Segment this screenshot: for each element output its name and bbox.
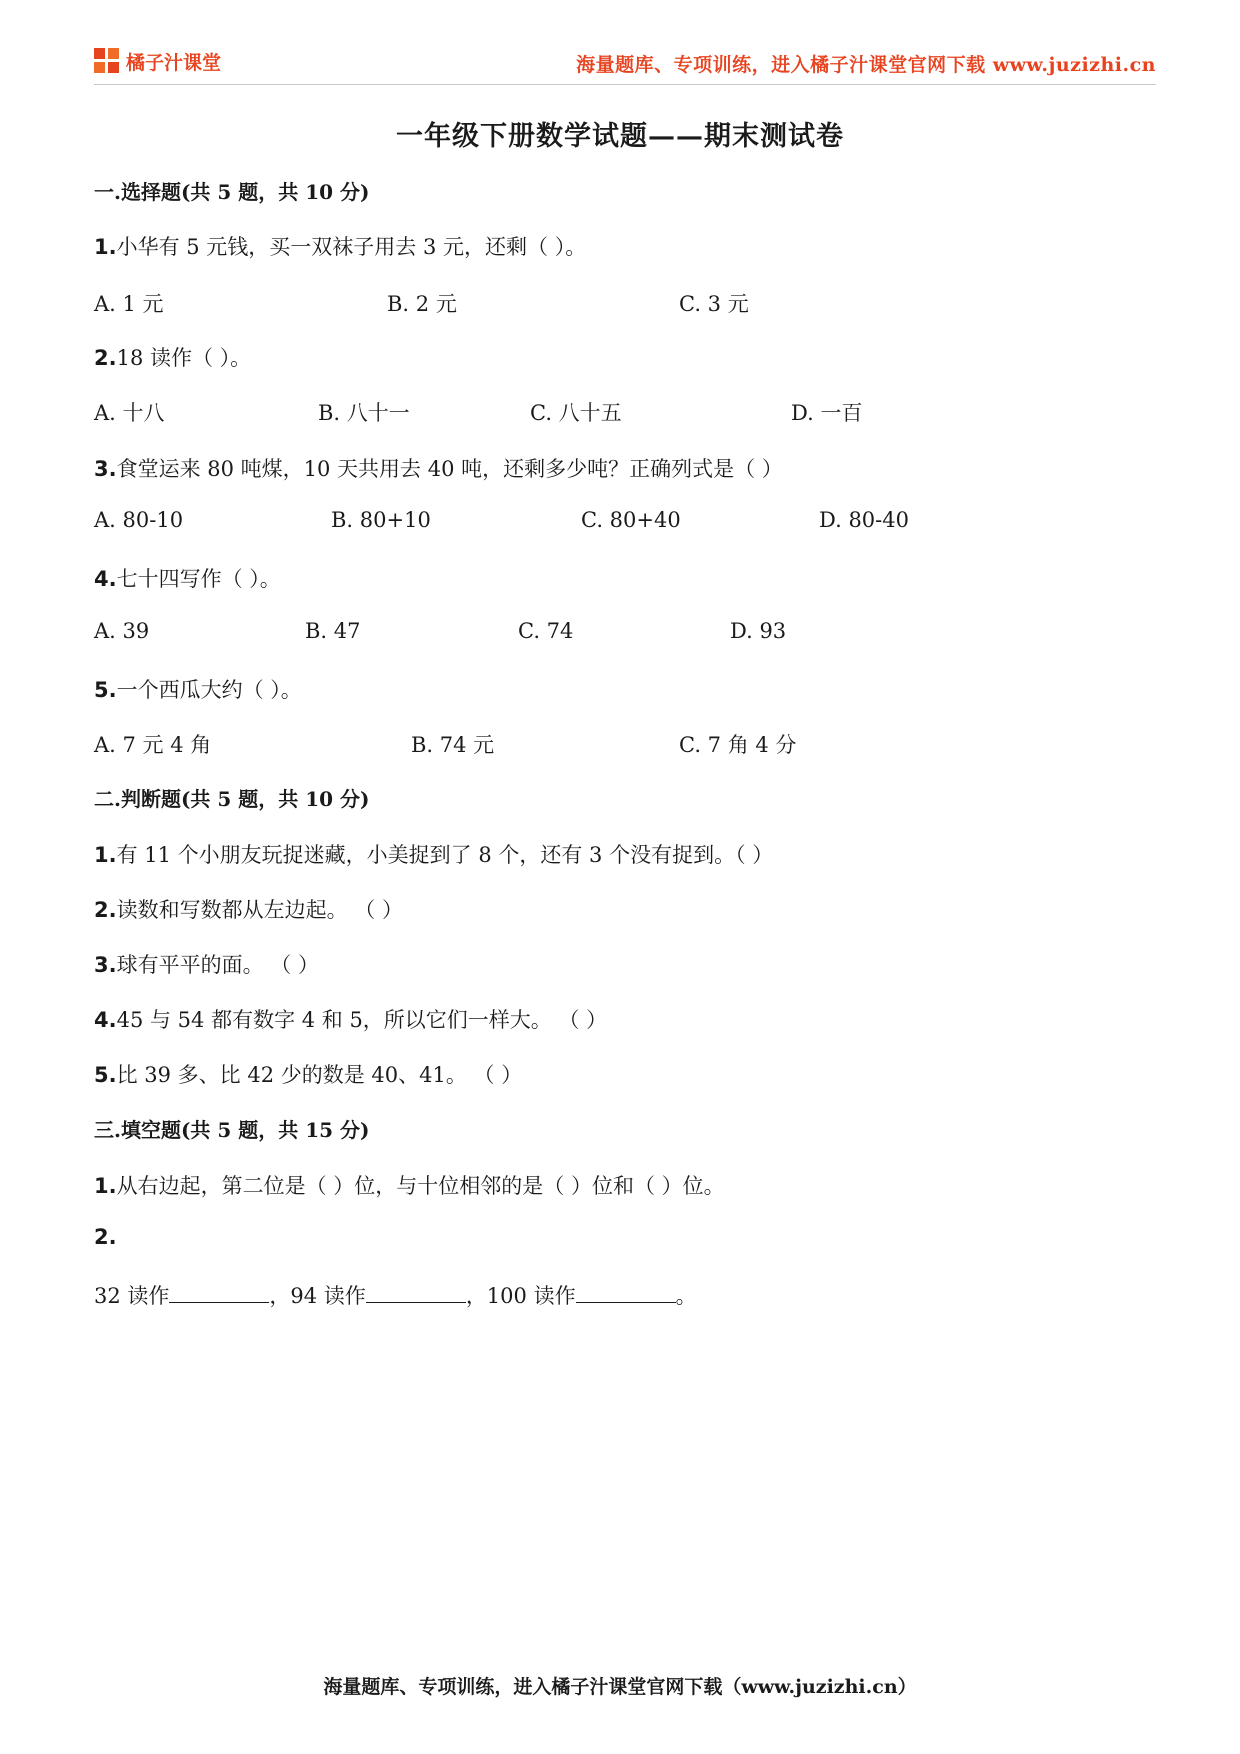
option: C. 7 角 4 分 (679, 733, 797, 757)
question-number: 1. (94, 843, 117, 867)
answer-blank[interactable] (576, 1282, 676, 1303)
question-2-4 (94, 1004, 607, 1034)
fill-text: ，94 读作 (269, 1284, 366, 1308)
option: D. 一百 (791, 401, 863, 425)
logo-icon (94, 48, 120, 74)
answer-blank[interactable] (169, 1282, 269, 1303)
question-number: 2. (94, 898, 117, 922)
question-number: 4. (94, 567, 117, 591)
section-heading-judge: 二.判断题(共 5 题，共 10 分) (94, 787, 370, 811)
question-number: 3. (94, 457, 117, 481)
question-1-2 (94, 342, 251, 372)
question-text: 18 读作（ ）。 (116, 346, 252, 370)
page-footer: 海量题库、专项训练，进入橘子汁课堂官网下载（www.juzizhi.cn） (323, 1676, 917, 1698)
option: D. 93 (730, 619, 787, 643)
answer-blank[interactable] (366, 1282, 466, 1303)
logo-text: 橘子汁课堂 (126, 51, 222, 74)
question-2-3 (94, 949, 319, 979)
option: C. 74 (518, 619, 574, 643)
question-text: 一个西瓜大约（ ）。 (116, 678, 302, 702)
question-number: 1. (94, 1174, 117, 1198)
question-3-2 (94, 1225, 117, 1249)
question-text: 比 39 多、比 42 少的数是 40、41。 （ ） (116, 1063, 523, 1087)
option: A. 1 元 (94, 292, 164, 316)
question-number: 5. (94, 1063, 117, 1087)
option: C. 80+40 (581, 508, 681, 532)
option: C. 3 元 (679, 292, 749, 316)
question-text: 七十四写作（ ）。 (116, 567, 281, 591)
question-number: 2. (94, 1225, 117, 1249)
option: B. 2 元 (387, 292, 457, 316)
question-2-1 (94, 839, 773, 869)
header-slogan: 海量题库、专项训练，进入橘子汁课堂官网下载 www.juzizhi.cn (576, 54, 1156, 76)
page-header (94, 40, 1156, 85)
page-title: 一年级下册数学试题——期末测试卷 (396, 121, 844, 152)
question-number: 2. (94, 346, 117, 370)
fill-text: ，100 读作 (465, 1284, 576, 1308)
option: B. 八十一 (318, 401, 410, 425)
question-number: 5. (94, 678, 117, 702)
option: B. 74 元 (411, 733, 495, 757)
question-number: 3. (94, 953, 117, 977)
question-1-5 (94, 674, 302, 704)
question-text: 小华有 5 元钱，买一双袜子用去 3 元，还剩（ ）。 (116, 235, 587, 259)
option: B. 80+10 (331, 508, 431, 532)
question-2-2 (94, 894, 403, 924)
option: A. 39 (94, 619, 150, 643)
question-text: 读数和写数都从左边起。 （ ） (116, 898, 403, 922)
question-1-1 (94, 231, 586, 261)
question-3-1 (94, 1170, 725, 1200)
question-text: 球有平平的面。 （ ） (116, 953, 319, 977)
question-2-5 (94, 1059, 522, 1089)
option: A. 7 元 4 角 (94, 733, 212, 757)
question-text: 食堂运来 80 吨煤，10 天共用去 40 吨，还剩多少吨？正确列式是（ ） (116, 457, 783, 481)
fill-text: 32 读作 (94, 1284, 170, 1308)
option: A. 80-10 (94, 508, 184, 532)
question-3-2-body (94, 1280, 697, 1310)
question-text: 从右边起，第二位是（ ）位，与十位相邻的是（ ）位和（ ）位。 (116, 1174, 725, 1198)
question-1-4 (94, 563, 281, 593)
section-heading-choice: 一.选择题(共 5 题，共 10 分) (94, 180, 370, 204)
logo (94, 46, 221, 76)
question-number: 1. (94, 235, 117, 259)
fill-text: 。 (675, 1284, 697, 1308)
option: A. 十八 (94, 401, 165, 425)
question-text: 有 11 个小朋友玩捉迷藏，小美捉到了 8 个，还有 3 个没有捉到。（ ） (116, 843, 774, 867)
question-1-3 (94, 453, 783, 483)
question-text: 45 与 54 都有数字 4 和 5，所以它们一样大。 （ ） (116, 1008, 608, 1032)
question-number: 4. (94, 1008, 117, 1032)
option: D. 80-40 (819, 508, 909, 532)
option: B. 47 (305, 619, 361, 643)
section-heading-fill: 三.填空题(共 5 题，共 15 分) (94, 1118, 370, 1142)
option: C. 八十五 (530, 401, 622, 425)
